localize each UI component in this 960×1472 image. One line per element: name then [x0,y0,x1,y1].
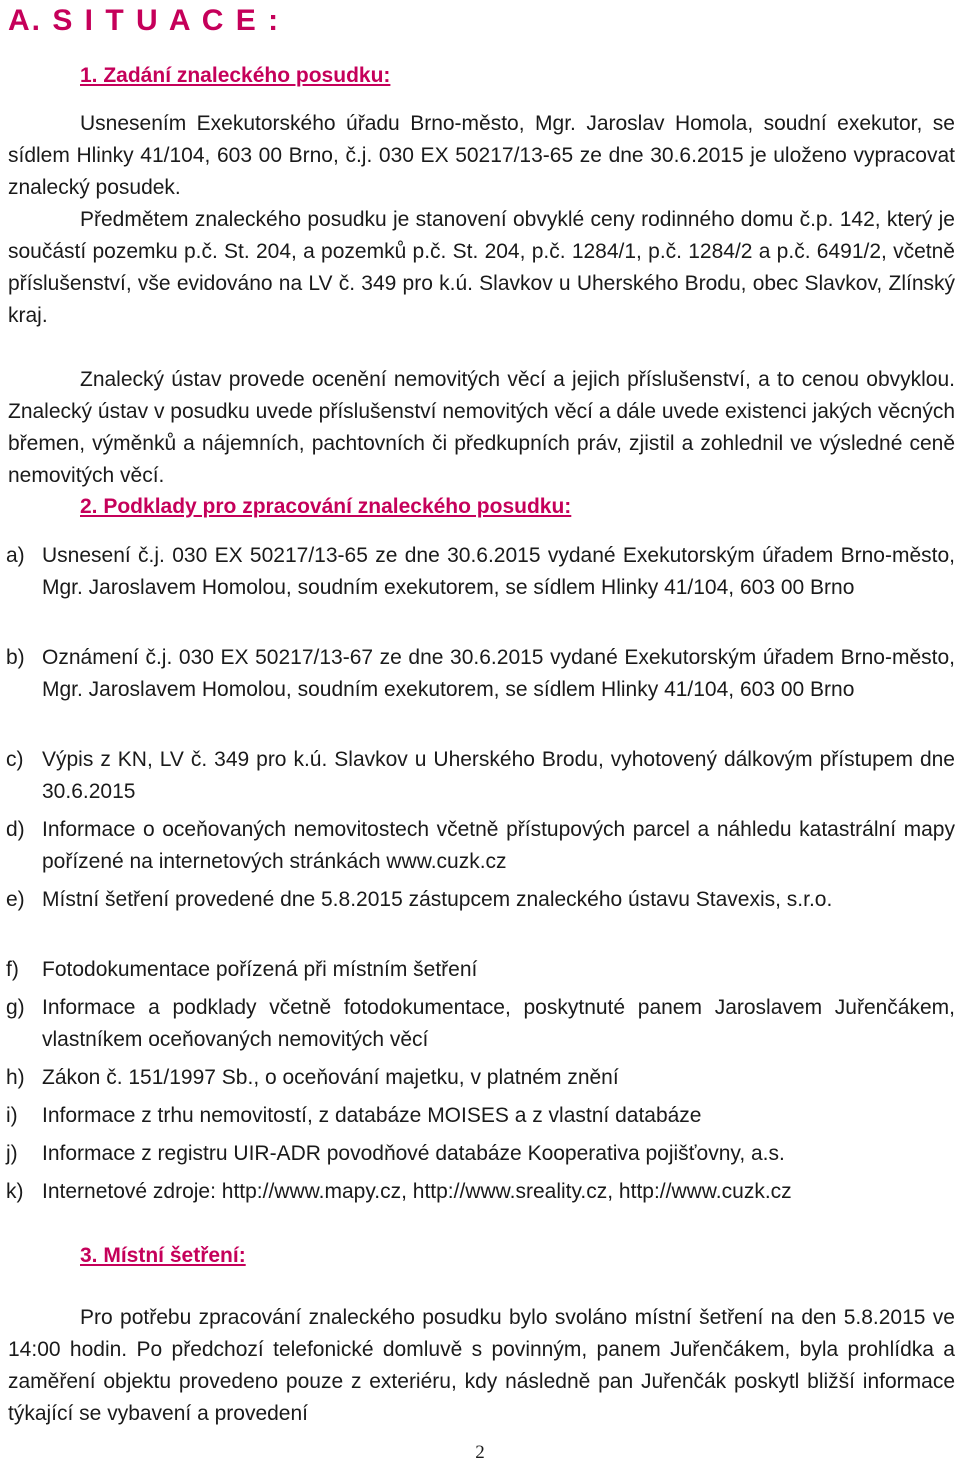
list-item-text: Informace o oceňovaných nemovitostech včetně přístupových parcel a náhledu katastrální mapy pořízené na internetových stránkách www.cuzk.cz [42,818,955,873]
list-item-label: a) [6,544,25,567]
list-item-label: k) [6,1180,24,1203]
section1-paragraph-2: Předmětem znaleckého posudku je stanovení obvyklé ceny rodinného domu č.p. 142, který je součástí pozemku p.č. St. 204, a pozemků p.č. St. 204, p.č. 1284/1, p.č. 1284/2 a p.č. 6491/2, včetně příslušenství, vše evidováno na LV č. 349 pro k.ú. Slavkov u Uherského Brodu, obec Slavkov, Zlínský kraj. [8,208,955,327]
list-item-label: d) [6,818,25,841]
list-item-label: e) [6,888,25,911]
list-item-label: g) [6,996,25,1019]
page-number: 2 [475,1442,485,1463]
section3-paragraph-1: Pro potřebu zpracování znaleckého posudku bylo svoláno místní šetření na den 5.8.2015 ve 14:00 hodin. Po předchozí telefonické domluvě s povinným, panem Juřenčákem, byla prohlídka a zaměření objektu provedeno pouze z exteriéru, kdy následně pan Juřenčák poskytl bližší informace týkající se vybavení a provedení [8,1306,955,1425]
list-item-text: Oznámení č.j. 030 EX 50217/13-67 ze dne 30.6.2015 vydané Exekutorským úřadem Brno-město, Mgr. Jaroslavem Homolou, soudním exekutorem, se sídlem Hlinky 41/104, 603 00 Brno [42,646,955,701]
list-item-label: f) [6,958,19,981]
section1-paragraph-3: Znalecký ústav provede ocenění nemovitých věcí a jejich příslušenství, a to cenou obvyklou. Znalecký ústav v posudku uvede příslušenství nemovitých věcí a dále uvede existenci jakých věcných břemen, výměnků a nájemních, pachtovních či předkupních práv, zjistil a zohlednil ve výsledné ceně nemovitých věcí. [8,368,955,487]
list-item-text: Výpis z KN, LV č. 349 pro k.ú. Slavkov u Uherského Brodu, vyhotovený dálkovým přístupem dne 30.6.2015 [42,748,955,803]
list-item-text: Fotodokumentace pořízená při místním šetření [42,958,478,981]
list-item-text: Místní šetření provedené dne 5.8.2015 zástupcem znaleckého ústavu Stavexis, s.r.o. [42,888,833,911]
section-heading-1: 1. Zadání znaleckého posudku: [80,64,391,87]
section1-paragraph-1: Usnesením Exekutorského úřadu Brno-město, Mgr. Jaroslav Homola, soudní exekutor, se sídlem Hlinky 41/104, 603 00 Brno, č.j. 030 EX 50217/13-65 ze dne 30.6.2015 je uloženo vypracovat znalecký posudek. [8,112,955,199]
list-item-text: Internetové zdroje: http://www.mapy.cz, http://www.sreality.cz, http://www.cuzk.cz [42,1180,792,1203]
list-item-text: Informace z registru UIR-ADR povodňové databáze Kooperativa pojišťovny, a.s. [42,1142,785,1165]
list-item-label: j) [6,1142,18,1165]
list-item-text: Informace a podklady včetně fotodokumentace, poskytnuté panem Jaroslavem Juřenčákem, vlastníkem oceňovaných nemovitých věcí [42,996,955,1051]
list-item-text: Usnesení č.j. 030 EX 50217/13-65 ze dne 30.6.2015 vydané Exekutorským úřadem Brno-město, Mgr. Jaroslavem Homolou, soudním exekutorem, se sídlem Hlinky 41/104, 603 00 Brno [42,544,955,599]
list-item-text: Informace z trhu nemovitostí, z databáze MOISES a z vlastní databáze [42,1104,702,1127]
list-item-text: Zákon č. 151/1997 Sb., o oceňování majetku, v platném znění [42,1066,619,1089]
list-item-label: b) [6,646,25,669]
section-heading-2: 2. Podklady pro zpracování znaleckého posudku: [80,495,572,518]
list-item-label: h) [6,1066,25,1089]
section-heading-3: 3. Místní šetření: [80,1244,246,1267]
list-item-label: c) [6,748,24,771]
main-heading: A. S I T U A C E : [8,4,281,37]
list-item-label: i) [6,1104,18,1127]
